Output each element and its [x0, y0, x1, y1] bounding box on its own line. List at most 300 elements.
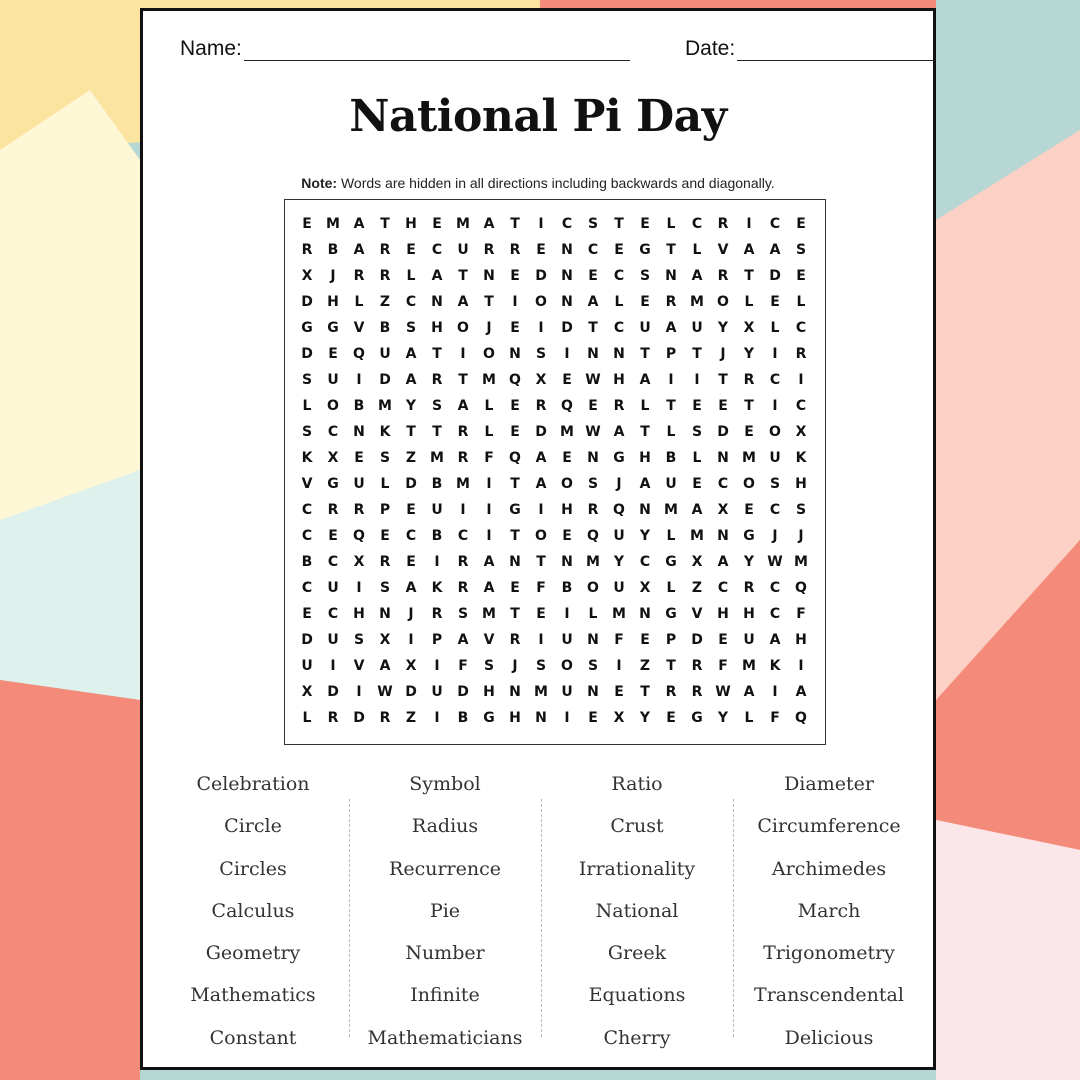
grid-letter[interactable]: H — [743, 606, 755, 622]
grid-letter[interactable]: T — [640, 684, 650, 700]
grid-letter[interactable]: T — [666, 242, 676, 258]
grid-letter[interactable]: G — [613, 450, 625, 466]
grid-letter[interactable]: A — [613, 424, 625, 440]
grid-letter[interactable]: C — [795, 398, 807, 414]
grid-letter[interactable]: X — [639, 580, 651, 596]
grid-letter[interactable]: F — [614, 632, 624, 648]
grid-letter[interactable]: G — [691, 710, 703, 726]
grid-letter[interactable]: S — [535, 346, 547, 362]
grid-letter[interactable]: L — [302, 710, 312, 726]
grid-letter[interactable]: I — [356, 684, 362, 700]
grid-letter[interactable]: S — [457, 606, 469, 622]
grid-letter[interactable]: Q — [509, 450, 521, 466]
grid-letter[interactable]: T — [744, 268, 754, 284]
grid-letter[interactable]: I — [798, 372, 804, 388]
grid-letter[interactable]: X — [353, 554, 365, 570]
grid-letter[interactable]: C — [405, 528, 417, 544]
grid-letter[interactable]: R — [483, 242, 495, 258]
grid-letter[interactable]: R — [431, 372, 443, 388]
grid-letter[interactable]: Q — [795, 710, 807, 726]
grid-letter[interactable]: X — [795, 424, 807, 440]
grid-letter[interactable]: D — [405, 476, 417, 492]
grid-letter[interactable]: H — [431, 320, 443, 336]
grid-letter[interactable]: A — [795, 684, 807, 700]
grid-letter[interactable]: I — [538, 502, 544, 518]
grid-letter[interactable]: U — [613, 528, 625, 544]
grid-letter[interactable]: Y — [405, 398, 417, 414]
date-field[interactable] — [685, 37, 935, 61]
grid-letter[interactable]: D — [717, 424, 729, 440]
grid-letter[interactable]: U — [457, 242, 469, 258]
grid-letter[interactable]: I — [460, 502, 466, 518]
grid-letter[interactable]: J — [616, 476, 622, 492]
grid-letter[interactable]: G — [327, 320, 339, 336]
grid-letter[interactable]: T — [614, 216, 624, 232]
grid-letter[interactable]: C — [769, 606, 781, 622]
grid-letter[interactable]: G — [327, 476, 339, 492]
grid-letter[interactable]: K — [431, 580, 443, 596]
grid-letter[interactable]: E — [692, 398, 702, 414]
grid-letter[interactable]: X — [301, 684, 313, 700]
grid-letter[interactable]: M — [742, 658, 756, 674]
grid-letter[interactable]: N — [717, 450, 729, 466]
grid-letter[interactable]: I — [772, 398, 778, 414]
grid-letter[interactable]: H — [717, 606, 729, 622]
grid-letter[interactable]: E — [744, 502, 754, 518]
grid-letter[interactable]: N — [587, 684, 599, 700]
grid-letter[interactable]: R — [327, 710, 339, 726]
grid-letter[interactable]: A — [639, 372, 651, 388]
grid-letter[interactable]: T — [692, 346, 702, 362]
grid-letter[interactable]: O — [769, 424, 781, 440]
grid-letter[interactable]: I — [486, 502, 492, 518]
grid-letter[interactable]: N — [561, 554, 573, 570]
grid-letter[interactable]: V — [717, 242, 729, 258]
grid-letter[interactable]: X — [327, 450, 339, 466]
grid-letter[interactable]: I — [668, 372, 674, 388]
grid-letter[interactable]: R — [665, 684, 677, 700]
grid-letter[interactable]: R — [509, 242, 521, 258]
grid-letter[interactable]: T — [406, 424, 416, 440]
grid-letter[interactable]: U — [691, 320, 703, 336]
grid-letter[interactable]: N — [509, 346, 521, 362]
grid-letter[interactable]: X — [301, 268, 313, 284]
grid-letter[interactable]: O — [587, 580, 599, 596]
grid-letter[interactable]: T — [666, 658, 676, 674]
grid-letter[interactable]: S — [535, 658, 547, 674]
grid-letter[interactable]: N — [535, 710, 547, 726]
grid-letter[interactable]: B — [353, 398, 365, 414]
grid-letter[interactable]: Q — [353, 528, 365, 544]
grid-letter[interactable]: B — [457, 710, 469, 726]
grid-letter[interactable]: I — [538, 632, 544, 648]
grid-letter[interactable]: C — [301, 502, 313, 518]
grid-letter[interactable]: B — [665, 450, 677, 466]
grid-letter[interactable]: I — [746, 216, 752, 232]
grid-letter[interactable]: E — [380, 528, 390, 544]
grid-letter[interactable]: G — [743, 528, 755, 544]
grid-letter[interactable]: U — [743, 632, 755, 648]
grid-letter[interactable]: Y — [743, 554, 755, 570]
grid-letter[interactable]: R — [327, 502, 339, 518]
grid-letter[interactable]: N — [561, 268, 573, 284]
grid-letter[interactable]: I — [564, 606, 570, 622]
grid-letter[interactable]: R — [509, 632, 521, 648]
grid-letter[interactable]: C — [431, 242, 443, 258]
grid-letter[interactable]: I — [798, 658, 804, 674]
grid-letter[interactable]: N — [665, 268, 677, 284]
grid-letter[interactable]: J — [798, 528, 804, 544]
grid-letter[interactable]: A — [405, 580, 417, 596]
grid-letter[interactable]: L — [380, 476, 390, 492]
grid-letter[interactable]: X — [743, 320, 755, 336]
grid-letter[interactable]: E — [744, 424, 754, 440]
grid-letter[interactable]: E — [510, 320, 520, 336]
grid-letter[interactable]: S — [587, 216, 599, 232]
grid-letter[interactable]: R — [691, 684, 703, 700]
grid-letter[interactable]: G — [509, 502, 521, 518]
grid-letter[interactable]: A — [483, 580, 495, 596]
grid-letter[interactable]: R — [457, 580, 469, 596]
grid-letter[interactable]: L — [484, 398, 494, 414]
grid-letter[interactable]: A — [691, 502, 703, 518]
grid-letter[interactable]: T — [432, 424, 442, 440]
grid-letter[interactable]: S — [431, 398, 443, 414]
grid-letter[interactable]: X — [379, 632, 391, 648]
grid-letter[interactable]: M — [430, 450, 444, 466]
grid-letter[interactable]: E — [640, 216, 650, 232]
grid-letter[interactable]: C — [561, 216, 573, 232]
grid-letter[interactable]: W — [715, 684, 731, 700]
grid-letter[interactable]: I — [616, 658, 622, 674]
grid-letter[interactable]: R — [431, 606, 443, 622]
grid-letter[interactable]: E — [718, 632, 728, 648]
grid-letter[interactable]: W — [585, 424, 601, 440]
grid-letter[interactable]: E — [666, 710, 676, 726]
grid-letter[interactable]: U — [561, 684, 573, 700]
grid-letter[interactable]: T — [718, 372, 728, 388]
grid-letter[interactable]: C — [405, 294, 417, 310]
grid-letter[interactable]: R — [379, 710, 391, 726]
grid-letter[interactable]: E — [692, 476, 702, 492]
grid-letter[interactable]: K — [769, 658, 781, 674]
grid-letter[interactable]: Y — [613, 554, 625, 570]
grid-letter[interactable]: E — [536, 242, 546, 258]
grid-letter[interactable]: N — [561, 242, 573, 258]
grid-letter[interactable]: C — [717, 476, 729, 492]
grid-letter[interactable]: N — [587, 450, 599, 466]
grid-letter[interactable]: H — [405, 216, 417, 232]
grid-letter[interactable]: T — [484, 294, 494, 310]
grid-letter[interactable]: E — [406, 554, 416, 570]
grid-letter[interactable]: B — [301, 554, 313, 570]
grid-letter[interactable]: J — [772, 528, 778, 544]
grid-letter[interactable]: D — [379, 372, 391, 388]
grid-letter[interactable]: S — [301, 372, 313, 388]
grid-letter[interactable]: T — [666, 398, 676, 414]
grid-letter[interactable]: C — [613, 268, 625, 284]
grid-letter[interactable]: E — [562, 450, 572, 466]
grid-letter[interactable]: M — [560, 424, 574, 440]
grid-letter[interactable]: U — [327, 372, 339, 388]
grid-letter[interactable]: M — [690, 294, 704, 310]
grid-letter[interactable]: D — [535, 424, 547, 440]
grid-letter[interactable]: M — [378, 398, 392, 414]
grid-letter[interactable]: E — [588, 710, 598, 726]
grid-letter[interactable]: X — [717, 502, 729, 518]
grid-letter[interactable]: E — [510, 398, 520, 414]
grid-letter[interactable]: U — [613, 580, 625, 596]
grid-letter[interactable]: I — [564, 346, 570, 362]
grid-letter[interactable]: Q — [795, 580, 807, 596]
grid-letter[interactable]: T — [510, 476, 520, 492]
grid-letter[interactable]: M — [612, 606, 626, 622]
grid-letter[interactable]: L — [406, 268, 416, 284]
grid-letter[interactable]: O — [717, 294, 729, 310]
grid-letter[interactable]: N — [483, 268, 495, 284]
grid-letter[interactable]: D — [405, 684, 417, 700]
grid-letter[interactable]: F — [770, 710, 780, 726]
grid-letter[interactable]: D — [301, 294, 313, 310]
grid-letter[interactable]: Z — [405, 450, 417, 466]
grid-letter[interactable]: N — [587, 346, 599, 362]
grid-letter[interactable]: J — [720, 346, 726, 362]
grid-letter[interactable]: C — [327, 424, 339, 440]
grid-letter[interactable]: E — [328, 528, 338, 544]
grid-letter[interactable]: R — [665, 294, 677, 310]
grid-letter[interactable]: W — [767, 554, 783, 570]
grid-letter[interactable]: A — [379, 658, 391, 674]
grid-letter[interactable]: L — [588, 606, 598, 622]
grid-letter[interactable]: D — [327, 684, 339, 700]
grid-letter[interactable]: X — [535, 372, 547, 388]
grid-letter[interactable]: S — [379, 450, 391, 466]
grid-letter[interactable]: S — [483, 658, 495, 674]
grid-letter[interactable]: F — [536, 580, 546, 596]
grid-letter[interactable]: V — [353, 658, 365, 674]
grid-letter[interactable]: T — [510, 528, 520, 544]
grid-letter[interactable]: L — [354, 294, 364, 310]
grid-letter[interactable]: N — [509, 554, 521, 570]
grid-letter[interactable]: M — [326, 216, 340, 232]
grid-letter[interactable]: S — [639, 268, 651, 284]
grid-letter[interactable]: I — [512, 294, 518, 310]
grid-letter[interactable]: I — [538, 320, 544, 336]
grid-letter[interactable]: C — [639, 554, 651, 570]
grid-letter[interactable]: A — [639, 476, 651, 492]
grid-letter[interactable]: R — [743, 372, 755, 388]
grid-letter[interactable]: V — [691, 606, 703, 622]
grid-letter[interactable]: E — [614, 242, 624, 258]
grid-letter[interactable]: O — [483, 346, 495, 362]
grid-letter[interactable]: A — [405, 346, 417, 362]
grid-letter[interactable]: U — [379, 346, 391, 362]
grid-letter[interactable]: J — [408, 606, 414, 622]
grid-letter[interactable]: J — [512, 658, 518, 674]
grid-letter[interactable]: M — [794, 554, 808, 570]
grid-letter[interactable]: A — [769, 242, 781, 258]
grid-letter[interactable]: P — [379, 502, 391, 518]
grid-letter[interactable]: I — [538, 216, 544, 232]
grid-letter[interactable]: O — [535, 294, 547, 310]
grid-letter[interactable]: S — [353, 632, 365, 648]
grid-letter[interactable]: N — [613, 346, 625, 362]
grid-letter[interactable]: A — [353, 216, 365, 232]
grid-letter[interactable]: S — [405, 320, 417, 336]
grid-letter[interactable]: N — [587, 632, 599, 648]
grid-letter[interactable]: E — [770, 294, 780, 310]
grid-letter[interactable]: Z — [405, 710, 417, 726]
grid-letter[interactable]: E — [432, 216, 442, 232]
grid-letter[interactable]: Q — [587, 528, 599, 544]
grid-letter[interactable]: R — [457, 424, 469, 440]
grid-letter[interactable]: G — [483, 710, 495, 726]
grid-letter[interactable]: H — [483, 684, 495, 700]
grid-letter[interactable]: O — [561, 658, 573, 674]
grid-letter[interactable]: T — [640, 346, 650, 362]
grid-letter[interactable]: N — [509, 684, 521, 700]
word-search-grid[interactable] — [284, 199, 826, 745]
grid-letter[interactable]: D — [301, 632, 313, 648]
grid-letter[interactable]: L — [666, 216, 676, 232]
grid-letter[interactable]: T — [640, 424, 650, 440]
grid-letter[interactable]: R — [691, 658, 703, 674]
grid-letter[interactable]: R — [457, 554, 469, 570]
grid-letter[interactable]: N — [639, 502, 651, 518]
grid-letter[interactable]: I — [772, 684, 778, 700]
grid-letter[interactable]: W — [585, 372, 601, 388]
grid-letter[interactable]: B — [561, 580, 573, 596]
grid-letter[interactable]: C — [457, 528, 469, 544]
grid-letter[interactable]: G — [301, 320, 313, 336]
grid-letter[interactable]: I — [356, 580, 362, 596]
grid-letter[interactable]: U — [769, 450, 781, 466]
grid-letter[interactable]: H — [327, 294, 339, 310]
grid-letter[interactable]: E — [406, 502, 416, 518]
grid-letter[interactable]: E — [796, 216, 806, 232]
grid-letter[interactable]: C — [769, 372, 781, 388]
grid-letter[interactable]: G — [639, 242, 651, 258]
grid-letter[interactable]: E — [354, 450, 364, 466]
grid-letter[interactable]: D — [561, 320, 573, 336]
grid-letter[interactable]: N — [639, 606, 651, 622]
grid-letter[interactable]: T — [510, 216, 520, 232]
grid-letter[interactable]: U — [301, 658, 313, 674]
grid-letter[interactable]: F — [718, 658, 728, 674]
grid-letter[interactable]: R — [301, 242, 313, 258]
grid-letter[interactable]: M — [482, 372, 496, 388]
grid-letter[interactable]: S — [301, 424, 313, 440]
grid-letter[interactable]: L — [484, 424, 494, 440]
grid-letter[interactable]: I — [434, 554, 440, 570]
grid-letter[interactable]: A — [431, 268, 443, 284]
grid-letter[interactable]: I — [564, 710, 570, 726]
grid-letter[interactable]: D — [301, 346, 313, 362]
grid-letter[interactable]: L — [666, 580, 676, 596]
grid-letter[interactable]: I — [772, 346, 778, 362]
grid-letter[interactable]: H — [795, 632, 807, 648]
grid-letter[interactable]: Z — [691, 580, 703, 596]
grid-letter[interactable]: U — [665, 476, 677, 492]
grid-letter[interactable]: I — [486, 528, 492, 544]
grid-letter[interactable]: R — [457, 450, 469, 466]
grid-letter[interactable]: E — [640, 294, 650, 310]
grid-letter[interactable]: I — [408, 632, 414, 648]
grid-letter[interactable]: C — [769, 502, 781, 518]
grid-letter[interactable]: A — [353, 242, 365, 258]
grid-letter[interactable]: C — [717, 580, 729, 596]
grid-letter[interactable]: L — [796, 294, 806, 310]
grid-letter[interactable]: W — [377, 684, 393, 700]
grid-letter[interactable]: S — [379, 580, 391, 596]
grid-letter[interactable]: L — [640, 398, 650, 414]
grid-letter[interactable]: S — [587, 658, 599, 674]
grid-letter[interactable]: A — [743, 684, 755, 700]
grid-letter[interactable]: D — [769, 268, 781, 284]
grid-letter[interactable]: F — [484, 450, 494, 466]
grid-letter[interactable]: I — [330, 658, 336, 674]
grid-letter[interactable]: C — [301, 528, 313, 544]
name-field[interactable] — [180, 37, 630, 61]
grid-letter[interactable]: T — [536, 554, 546, 570]
grid-letter[interactable]: M — [456, 476, 470, 492]
grid-letter[interactable]: R — [795, 346, 807, 362]
grid-letter[interactable]: R — [587, 502, 599, 518]
grid-letter[interactable]: L — [744, 294, 754, 310]
grid-letter[interactable]: A — [691, 268, 703, 284]
grid-letter[interactable]: E — [536, 606, 546, 622]
grid-letter[interactable]: U — [431, 502, 443, 518]
grid-letter[interactable]: T — [458, 268, 468, 284]
grid-letter[interactable]: I — [356, 372, 362, 388]
grid-letter[interactable]: R — [613, 398, 625, 414]
grid-letter[interactable]: S — [769, 476, 781, 492]
grid-letter[interactable]: U — [561, 632, 573, 648]
grid-letter[interactable]: S — [691, 424, 703, 440]
grid-letter[interactable]: E — [510, 580, 520, 596]
grid-letter[interactable]: L — [302, 398, 312, 414]
grid-letter[interactable]: C — [691, 216, 703, 232]
grid-letter[interactable]: T — [510, 606, 520, 622]
grid-letter[interactable]: Y — [743, 346, 755, 362]
grid-letter[interactable]: U — [327, 580, 339, 596]
grid-letter[interactable]: M — [586, 554, 600, 570]
grid-letter[interactable]: B — [431, 528, 443, 544]
grid-letter[interactable]: A — [483, 554, 495, 570]
grid-letter[interactable]: D — [535, 268, 547, 284]
grid-letter[interactable]: H — [613, 372, 625, 388]
grid-letter[interactable]: I — [460, 346, 466, 362]
grid-letter[interactable]: A — [587, 294, 599, 310]
grid-letter[interactable]: R — [717, 268, 729, 284]
grid-letter[interactable]: E — [614, 684, 624, 700]
grid-letter[interactable]: L — [692, 242, 702, 258]
grid-letter[interactable]: A — [405, 372, 417, 388]
grid-letter[interactable]: L — [744, 710, 754, 726]
grid-letter[interactable]: M — [482, 606, 496, 622]
grid-letter[interactable]: R — [379, 242, 391, 258]
grid-letter[interactable]: R — [535, 398, 547, 414]
grid-letter[interactable]: I — [434, 658, 440, 674]
grid-letter[interactable]: O — [561, 476, 573, 492]
grid-letter[interactable]: C — [301, 580, 313, 596]
grid-letter[interactable]: N — [353, 424, 365, 440]
grid-letter[interactable]: T — [458, 372, 468, 388]
grid-letter[interactable]: O — [535, 528, 547, 544]
grid-letter[interactable]: A — [743, 242, 755, 258]
grid-letter[interactable]: O — [743, 476, 755, 492]
grid-letter[interactable]: D — [691, 632, 703, 648]
